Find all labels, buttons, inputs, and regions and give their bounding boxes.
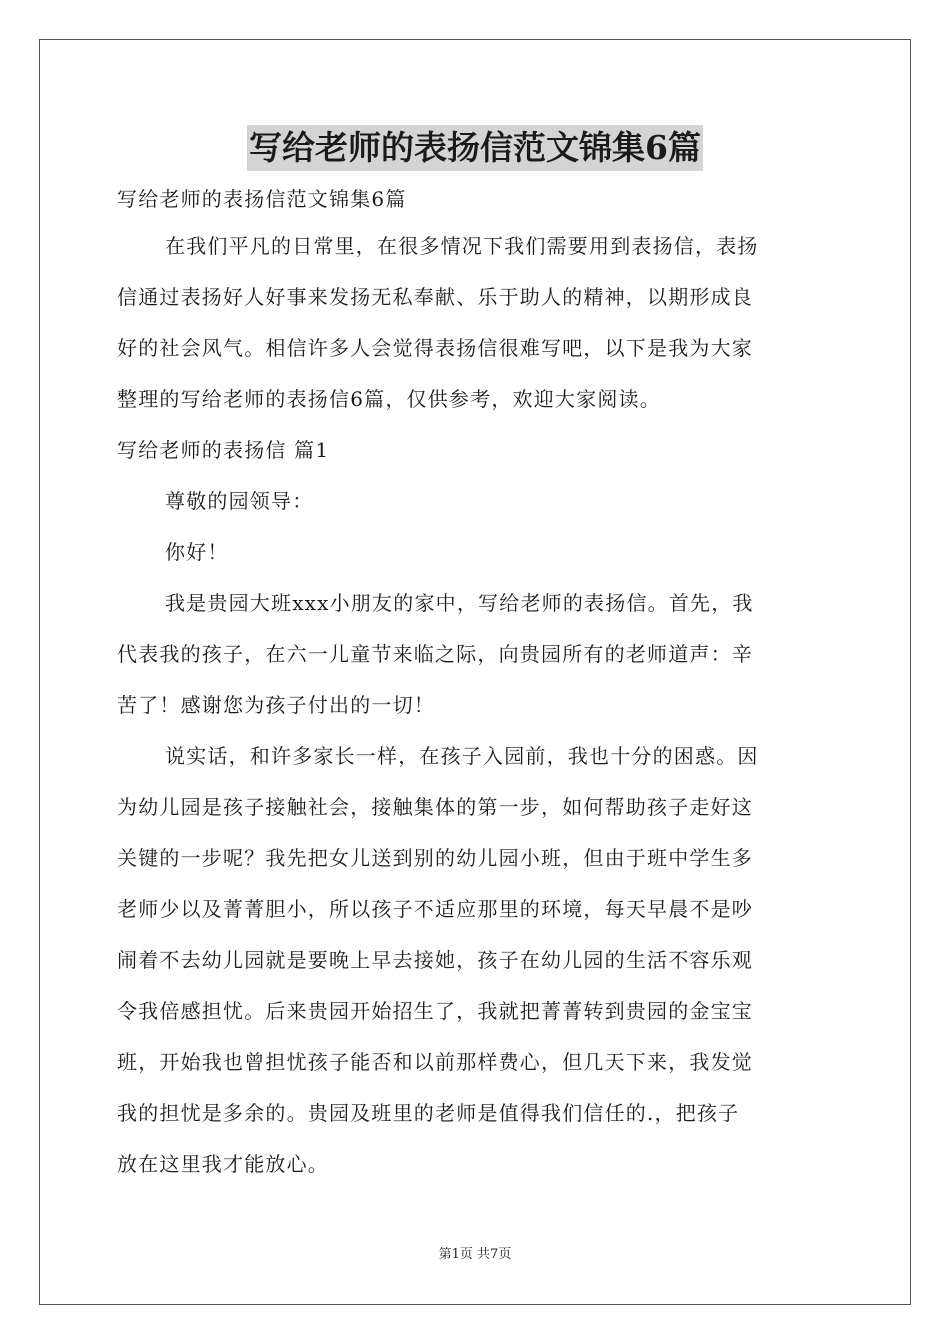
greeting: 你好！ — [165, 540, 229, 564]
document-body — [117, 181, 833, 1190]
paragraph-line: 闹着不去幼儿园就是要晚上早去接她，孩子在幼儿园的生活不容乐观 — [117, 948, 753, 972]
document-subtitle: 写给老师的表扬信范文锦集6篇 — [117, 187, 407, 211]
intro-line: 好的社会风气。相信许多人会觉得表扬信很难写吧，以下是我为大家 — [117, 336, 753, 360]
paragraph-line: 我的担忧是多余的。贵园及班里的老师是值得我们信任的.，把孩子 — [117, 1101, 740, 1125]
section-heading-block — [117, 425, 833, 578]
paragraph-line: 苦了！感谢您为孩子付出的一切！ — [117, 693, 435, 717]
page-footer — [0, 1246, 950, 1264]
intro-paragraph — [117, 221, 833, 425]
paragraph-line: 为幼儿园是孩子接触社会，接触集体的第一步，如何帮助孩子走好这 — [117, 795, 753, 819]
paragraph-line: 班，开始我也曾担忧孩子能否和以前那样费心，但几天下来，我发觉 — [117, 1050, 753, 1074]
salutation: 尊敬的园领导： — [165, 489, 314, 513]
page-number: 第1页 共7页 — [438, 1247, 512, 1262]
body-paragraph-2 — [117, 731, 833, 1190]
intro-line: 整理的写给老师的表扬信6篇，仅供参考，欢迎大家阅读。 — [117, 387, 661, 411]
intro-line: 信通过表扬好人好事来发扬无私奉献、乐于助人的精神，以期形成良 — [117, 285, 753, 309]
paragraph-line: 说实话，和许多家长一样，在孩子入园前，我也十分的困惑。因 — [165, 744, 759, 768]
body-paragraph-1 — [117, 578, 833, 731]
intro-line: 在我们平凡的日常里，在很多情况下我们需要用到表扬信，表扬 — [165, 234, 759, 258]
section-heading: 写给老师的表扬信 篇1 — [117, 438, 330, 462]
paragraph-line: 关键的一步呢？我先把女儿送到别的幼儿园小班，但由于班中学生多 — [117, 846, 753, 870]
paragraph-line: 令我倍感担忧。后来贵园开始招生了，我就把菁菁转到贵园的金宝宝 — [117, 999, 753, 1023]
document-title-text: 写给老师的表扬信范文锦集6篇 — [247, 125, 703, 171]
paragraph-line: 老师少以及菁菁胆小，所以孩子不适应那里的环境，每天早晨不是吵 — [117, 897, 753, 921]
paragraph-line: 我是贵园大班xxx小朋友的家中，写给老师的表扬信。首先，我 — [165, 591, 754, 615]
paragraph-line: 放在这里我才能放心。 — [117, 1152, 329, 1176]
document-title — [0, 125, 950, 175]
paragraph-line: 代表我的孩子，在六一儿童节来临之际，向贵园所有的老师道声：辛 — [117, 642, 753, 666]
